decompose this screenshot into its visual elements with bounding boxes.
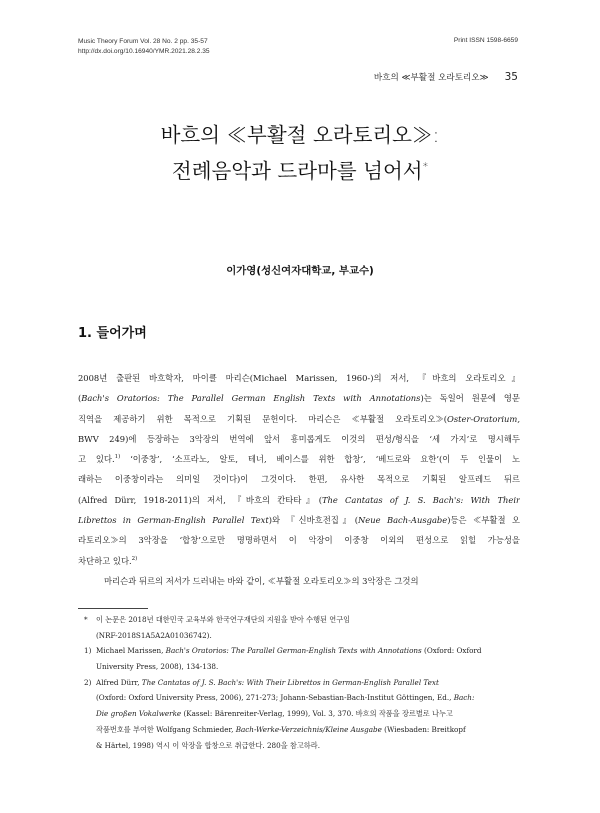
footnote-ref[interactable]: 2)	[131, 555, 138, 562]
footnote-text: 이 논문은 2018년 대한민국 교육부와 한국연구재단의 지원을 받아 수행된 연구임	[96, 615, 351, 624]
footnote-text: (Wiesbaden: Breitkopf	[381, 724, 466, 734]
footnote-text: The Cantatas of J. S. Bach's: With Their Librettos in German-English Parallel Text	[141, 677, 439, 687]
footnote-marker: 2)	[84, 677, 92, 687]
footnote-line	[84, 706, 520, 722]
running-title: 바흐의 ≪부활절 오라토리오≫	[373, 73, 489, 83]
footnote-line	[84, 659, 520, 675]
text-run: ‘이중창’, ‘소프라노, 알토, 테너, 베이스를 위한 합창’, ‘베드로와 요한’(이 두 인물이 노	[120, 454, 520, 465]
text-run: (Alfred Dürr, 1918-2011)의 저서, 『바흐의 칸타타』(	[78, 494, 322, 505]
footnote-line	[84, 690, 520, 706]
title-footnote-mark[interactable]: *	[422, 160, 429, 173]
doi-link[interactable]: http://dx.doi.org/10.16940/YMR.2021.28.2.35	[78, 48, 210, 55]
article-title	[0, 119, 600, 187]
text-run: 라토리오≫의 3악장을 ‘합창’으로만 명명하면서 이 악장이 이중창 이외의 편성으로 읽힐 가능성을	[78, 535, 520, 546]
footnote-line	[84, 643, 520, 659]
footnote-line	[84, 628, 520, 644]
text-run: 차단하고 있다.	[78, 555, 132, 566]
footnote-line	[84, 612, 520, 628]
text-line	[78, 388, 520, 408]
text-run: Oster-Oratorium,	[447, 413, 520, 424]
footnote-line	[84, 722, 520, 738]
text-line	[78, 490, 520, 510]
text-run: )와 『신바흐전집』(	[268, 515, 358, 526]
text-run: )등은 ≪부활절 오	[447, 515, 520, 526]
text-run: BWV 249)에 등장하는 3악장의 번역에 앞서 흥미롭게도 이것의 편성/형식을 ‘세 가지’로 명시해두	[78, 433, 520, 444]
text-line	[78, 510, 520, 530]
text-run: 2008년 출판된 바흐학자, 마이클 마리슨(Michael Marissen, 1960-)의 저서, 『바흐의 오라토리오』	[78, 373, 520, 383]
text-run: )는 독일어 원문에 영문	[420, 393, 520, 404]
journal-citation	[78, 37, 210, 57]
text-run: Librettos in German-English Parallel Text	[78, 515, 269, 526]
text-line	[78, 449, 520, 469]
footnote-divider	[78, 608, 148, 609]
text-run: Bach's Oratorios: The Parallel German English Texts with Annotations	[81, 393, 421, 404]
title-line-1: 바흐의 ≪부활절 오라토리오≫:	[160, 123, 440, 147]
journal-info: Music Theory Forum Vol. 28 No. 2 pp. 35-57	[78, 38, 208, 45]
text-run: Neue Bach-Ausgabe	[357, 515, 448, 526]
footnote-line	[84, 675, 520, 691]
text-run: The Cantatas of J. S. Bach's: With Their	[321, 494, 520, 505]
footnote-text: Alfred Dürr,	[96, 677, 142, 687]
text-line	[78, 368, 520, 388]
footnote-text: & Härtel, 1998) 역시 이 악장을 합창으로 취급한다. 280을 참고하라.	[96, 740, 320, 750]
footnote-text: (NRF-2018S1A5A2A01036742).	[96, 630, 212, 640]
footnote-ref[interactable]: 1)	[114, 454, 121, 461]
footnote-text: 작품번호를 부여한 Wolfgang Schmieder,	[96, 724, 236, 734]
footnote-text: Bach-Werke-Verzeichnis/Kleine Ausgabe	[235, 724, 382, 734]
text-run: 고 있다.	[78, 454, 115, 465]
author-line: 이가영(성신여자대학교, 부교수)	[226, 265, 374, 277]
title-line-2-text: 전례음악과 드라마를 넘어서	[171, 158, 423, 183]
footnote-text: Michael Marissen,	[96, 646, 166, 656]
body-paragraph-1	[78, 368, 520, 571]
footnotes	[84, 612, 520, 753]
issn: Print ISSN 1598-6659	[453, 37, 518, 44]
footnote-text: (Kassel: Bärenreiter-Verlag, 1999), Vol. 3, 370. 바흐의 작품을 장르별로 나누고	[181, 709, 453, 719]
text-line	[78, 469, 520, 489]
section-title: 들어가며	[96, 326, 147, 341]
text-line	[78, 409, 520, 429]
text-run: 래하는 이중창이라는 의미일 것이다)이 그것이다. 한편, 유사한 목적으로 기획된 알프레드 뒤르	[78, 474, 520, 485]
text-line	[78, 571, 520, 591]
footnote-text: (Oxford: Oxford	[421, 646, 482, 656]
text-line	[78, 551, 520, 571]
text-run: 직역을 제공하기 위한 목적으로 기획된 문헌이다. 마리슨은 ≪부활절 오라토리오≫(	[78, 413, 447, 424]
footnote-text: University Press, 2008), 134-138.	[96, 662, 219, 672]
text-run: (	[78, 393, 82, 404]
footnote-text: (Oxford: Oxford University Press, 2006), 271-273; Johann-Sebastian-Bach-Institut Göttingen, Ed.,	[96, 693, 454, 703]
page-number: 35	[504, 71, 518, 83]
footnote-text: Die großen Vokalwerke	[96, 709, 182, 719]
running-head	[374, 71, 518, 83]
text-run: 마리슨과 뒤르의 저서가 드러내는 바와 같이, ≪부활절 오라토리오≫의 3악장은 그것의	[104, 576, 419, 586]
body-paragraph-2	[78, 571, 520, 591]
text-line	[78, 530, 520, 550]
footnote-marker: *	[84, 615, 88, 624]
footnote-text: Bach:	[453, 693, 475, 703]
section-number: 1.	[78, 326, 92, 341]
section-heading	[78, 322, 147, 341]
title-line-2	[0, 151, 600, 187]
footnote-text: Bach's Oratorios: The Parallel German-English Texts with Annotations	[165, 646, 422, 656]
footnote-line	[84, 738, 520, 754]
footnote-marker: 1)	[84, 646, 92, 656]
text-line	[78, 429, 520, 449]
